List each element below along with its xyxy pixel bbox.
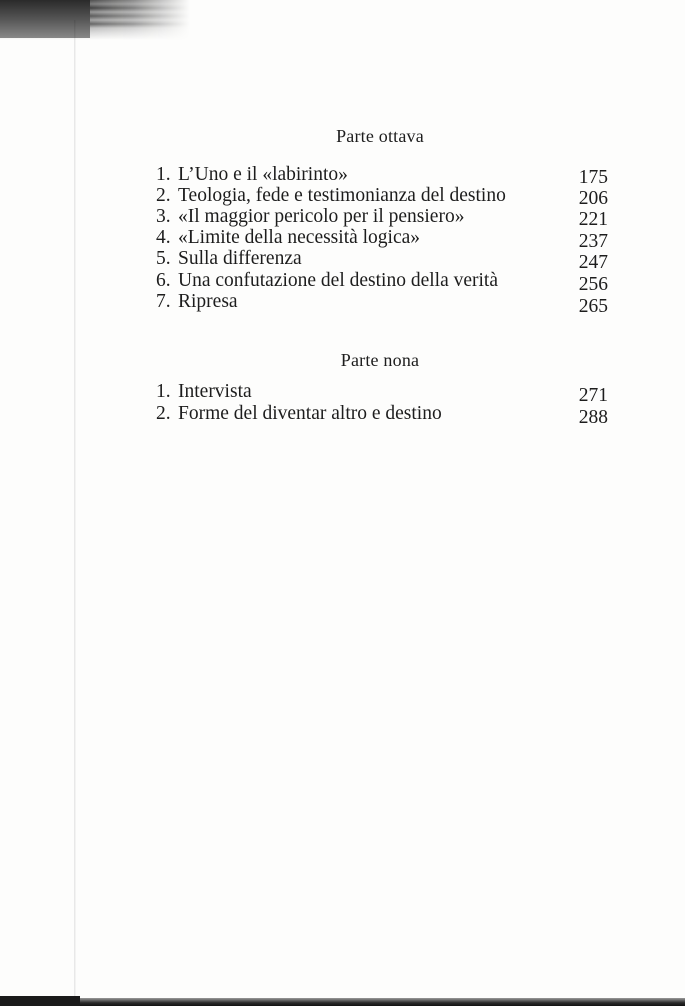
toc-entry	[156, 291, 608, 317]
entry-title: L’Uno e il «labirinto»	[178, 164, 348, 185]
entry-page-number: 206	[578, 188, 608, 209]
scan-shadow-tab	[0, 0, 90, 38]
entry-number: 3.	[156, 206, 171, 227]
entry-page-number: 247	[578, 252, 608, 273]
page-gutter-line	[74, 20, 76, 1000]
entry-title: Intervista	[178, 381, 252, 402]
entry-page-number: 256	[578, 274, 608, 295]
entry-page-number: 271	[578, 385, 608, 406]
toc-entry	[156, 164, 608, 186]
toc-entry	[156, 206, 608, 228]
entry-title: Ripresa	[178, 291, 238, 312]
entry-title: Una confutazione del destino della verità	[178, 270, 498, 291]
entry-number: 6.	[156, 270, 171, 291]
entry-number: 2.	[156, 403, 171, 424]
entry-page-number: 221	[578, 209, 608, 230]
scan-bottom-edge-left	[0, 996, 80, 1006]
entry-title: Sulla differenza	[178, 248, 302, 269]
toc-entry	[156, 185, 608, 207]
entry-title: Forme del diventar altro e destino	[178, 403, 442, 424]
toc-entry	[156, 227, 608, 252]
toc-entry	[156, 381, 608, 406]
toc-entry	[156, 403, 608, 428]
entry-number: 2.	[156, 185, 171, 206]
entry-number: 1.	[156, 164, 171, 185]
entry-page-number: 265	[578, 296, 608, 317]
entry-number: 4.	[156, 227, 171, 248]
entry-title: «Il maggior pericolo per il pensiero»	[178, 206, 465, 227]
section-title-parte-nona: Parte nona	[340, 350, 420, 370]
entry-page-number: 288	[578, 407, 608, 428]
toc-entry	[156, 270, 608, 295]
entry-number: 7.	[156, 291, 171, 312]
entry-number: 1.	[156, 381, 171, 402]
entry-page-number: 175	[578, 167, 608, 188]
entry-title: Teologia, fede e testimonianza del destino	[178, 185, 506, 206]
entry-page-number: 237	[578, 231, 608, 252]
toc-entry	[156, 248, 608, 273]
scan-bottom-edge	[0, 998, 685, 1006]
entry-title: «Limite della necessità logica»	[178, 227, 421, 248]
section-title-parte-ottava: Parte ottava	[336, 126, 424, 146]
entry-number: 5.	[156, 248, 171, 269]
